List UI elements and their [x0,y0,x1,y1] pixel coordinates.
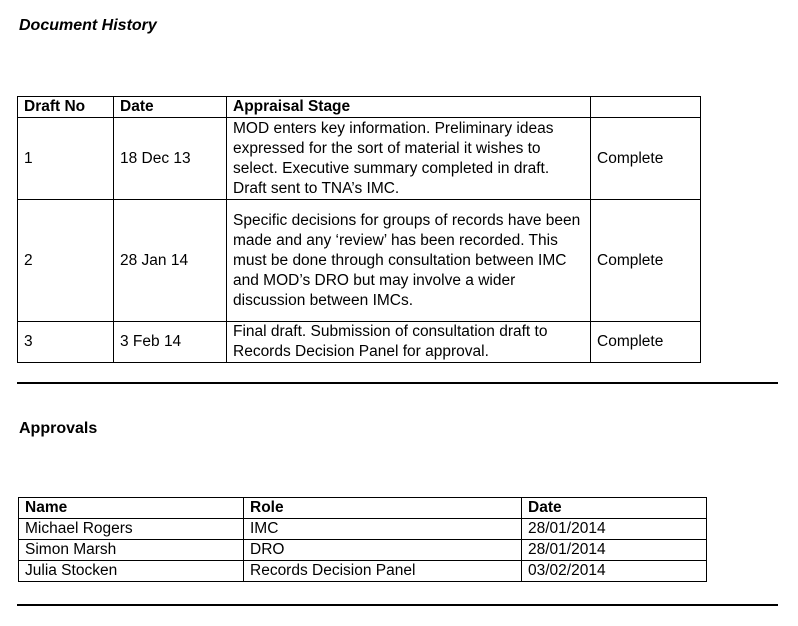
approver-name: Julia Stocken [19,561,244,582]
column-header-date: Date [522,498,707,519]
column-header-appraisal-stage: Appraisal Stage [227,97,591,118]
approver-role: IMC [244,519,522,540]
approval-date: 03/02/2014 [522,561,707,582]
approval-date: 28/01/2014 [522,540,707,561]
table-row [19,561,707,582]
table-row [18,200,701,322]
draft-number: 1 [18,118,114,200]
table-row [18,118,701,200]
section-divider [17,604,778,606]
column-header-status [591,97,701,118]
column-header-draft-no: Draft No [18,97,114,118]
document-history-heading: Document History [19,17,157,34]
appraisal-stage: Final draft. Submission of consultation draft to Records Decision Panel for approval. [227,322,591,363]
column-header-role: Role [244,498,522,519]
table-row [19,540,707,561]
appraisal-stage: MOD enters key information. Preliminary ideas expressed for the sort of material it wishes to select. Executive summary completed in draft. Draft sent to TNA’s IMC. [227,118,591,200]
document-history-table [17,96,701,363]
draft-date: 3 Feb 14 [114,322,227,363]
approver-name: Simon Marsh [19,540,244,561]
approval-date: 28/01/2014 [522,519,707,540]
draft-number: 3 [18,322,114,363]
approver-name: Michael Rogers [19,519,244,540]
approvals-table [18,497,707,582]
table-header-row [19,498,707,519]
status: Complete [591,322,701,363]
section-divider [17,382,778,384]
status: Complete [591,200,701,322]
draft-date: 28 Jan 14 [114,200,227,322]
approver-role: Records Decision Panel [244,561,522,582]
approvals-heading: Approvals [19,420,98,437]
appraisal-stage: Specific decisions for groups of records have been made and any ‘review’ has been recorded. This must be done through consultation between IMC and MOD’s DRO but may involve a wider discussion between IMCs. [227,200,591,322]
status: Complete [591,118,701,200]
approver-role: DRO [244,540,522,561]
table-row [19,519,707,540]
draft-number: 2 [18,200,114,322]
table-row [18,322,701,363]
column-header-date: Date [114,97,227,118]
column-header-name: Name [19,498,244,519]
draft-date: 18 Dec 13 [114,118,227,200]
table-header-row [18,97,701,118]
